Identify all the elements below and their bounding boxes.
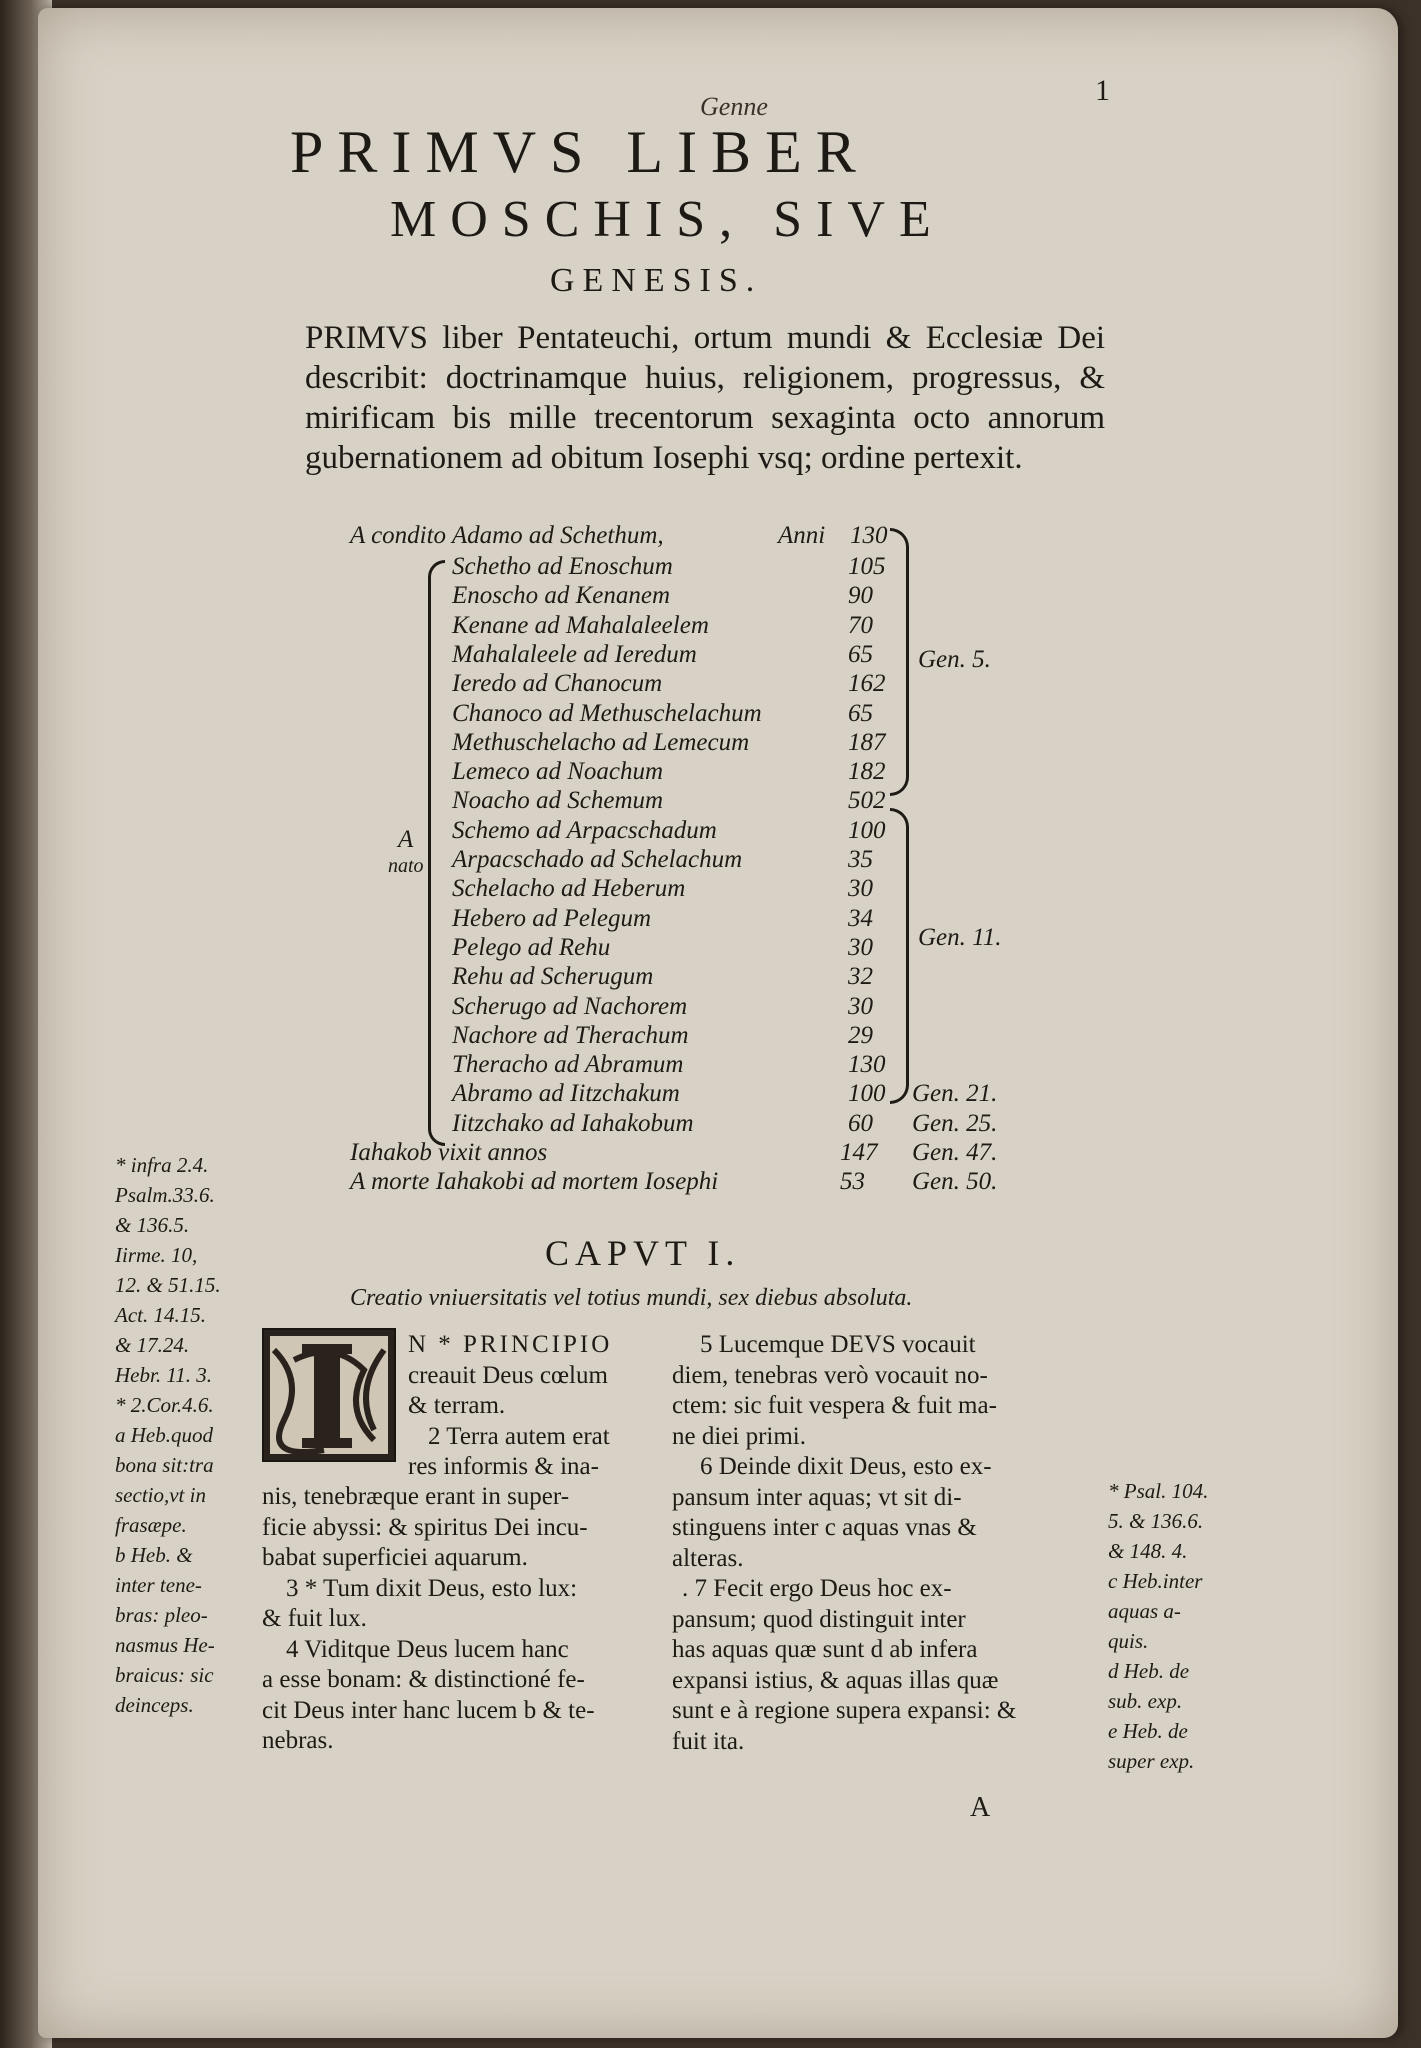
col1-line: cit Deus inter hanc lucem b & te- [262,1696,595,1724]
decorated-initial [262,1328,396,1462]
col2-line: ctem: sic fuit vespera & fuit ma- [672,1392,997,1419]
col2-line: diem, tenebras verò vocauit no- [672,1361,988,1389]
left-brace [428,560,445,1146]
chronology-row-years: 35 [848,846,873,873]
margin-notes-right: * Psal. 104. 5. & 136.6. & 148. 4. c Heb.inter aquas a- quis. d Heb. de sub. exp. e Heb. de super exp. [1108,1479,1209,1773]
chronology-row-text: Schemo ad Arpacschadum [452,816,717,844]
col1-line: a esse bonam: & distinctioné fe- [262,1666,585,1693]
chronology-row-years: 100 [848,1080,886,1108]
chronology-row-years: 30 [848,875,873,903]
chronology-row-years: 65 [848,640,873,668]
chronology-row-text: Ieredo ad Chanocum [452,670,663,698]
chronology-row-years: 30 [848,992,873,1020]
chronology-row-years: 187 [848,728,886,756]
signature-mark: A [970,1792,991,1823]
col2-line: 5 Lucemque DEVS vocauit [700,1331,976,1358]
col2-line: has aquas quæ sunt d ab infera [672,1636,978,1663]
column-1-body [262,1482,662,1757]
chronology-row-text: Methuschelacho ad Lemecum [452,728,750,756]
chronology-row-years: 34 [848,904,873,932]
chronology-row-years: 90 [848,582,873,610]
chronology-row-text: Hebero ad Pelegum [452,904,652,932]
chronology-row-years: 105 [848,553,886,580]
intro-text: liber Pentateuchi, ortum mundi & Ecclesiæ Dei describit: doctrinamque huius, religionem, progressus, & mirificam bis mille trecentorum sexaginta octo annorum gubernationem ad obitum Iosephi vsq; ordine pertexit. [305,320,1106,476]
col2-line: pansum; quod distinguit inter [672,1605,966,1633]
brace-gen-5 [890,528,909,796]
chronology-row-years: 162 [848,670,886,698]
col2-line: . 7 Fecit ergo Deus hoc ex- [682,1575,952,1602]
chronology-row-text: Noacho ad Schemum [452,787,664,815]
col1-line: 4 Viditque Deus lucem hanc [286,1635,569,1663]
brace-ref-gen-11: Gen. 11. [918,924,1002,951]
chronology-row-years: 502 [848,787,886,815]
intro-lead: PRIMVS [305,320,428,356]
intro-paragraph [305,318,1105,478]
chronology-after-years: 53 [840,1168,865,1196]
chronology-row-text: Scherugo ad Nachorem [452,992,688,1020]
chronology-row-years: 130 [848,1051,886,1079]
chronology-row-text: Pelego ad Rehu [452,933,611,961]
col1-line: nis, tenebræque erant in super- [262,1483,570,1510]
initial-ornament-icon [264,1330,394,1460]
chronology-row-years: 65 [848,699,873,727]
title-line-1: PRIMVS LIBER [290,119,870,185]
chronology-row-years: 32 [848,963,873,991]
chronology-row-years: 100 [848,816,886,844]
col1-line: babat superficiei aquarum. [262,1544,528,1571]
chronology-after-text: A morte Iahakobi ad mortem Iosephi [350,1168,719,1196]
chronology-row-text: Enoscho ad Kenanem [452,582,671,610]
col2-line: stinguens inter c aquas vnas & [672,1514,977,1541]
chronology-row-text: Arpacschado ad Schelachum [452,846,743,873]
column-2 [672,1330,1102,1757]
chronology-row-text: Schetho ad Enoschum [452,553,673,580]
brace-gen-11 [890,808,909,1104]
chapter-heading: CAPVT I. [545,1233,741,1273]
chronology-row-text: Kenane ad Mahalaleelem [452,611,709,639]
chronology-after-ref: Gen. 47. [912,1139,998,1166]
chronology-row-text: Mahalaleele ad Ieredum [452,640,697,668]
chapter-summary: Creatio vniuersitatis vel totius mundi, sex diebus absoluta. [350,1285,913,1311]
col1-line: & fuit lux. [262,1605,367,1632]
chronology-row-text: Abramo ad Iitzchakum [452,1080,680,1108]
catchword: Genne [700,92,768,121]
col2-line: expansi istius, & aquas illas quæ [672,1666,999,1694]
col1-line: ficie abyssi: & spiritus Dei incu- [262,1513,588,1541]
col2-line: ne diei primi. [672,1422,806,1450]
col2-line: sunt e à regione supera expansi: & [672,1697,1017,1724]
brace-ref-gen-5: Gen. 5. [918,646,991,673]
chronology-row-years: 182 [848,758,886,786]
col2-line: alteras. [672,1544,744,1572]
col1-line: nebras. [262,1727,334,1754]
chronology-row-years: 29 [848,1021,873,1049]
chronology-header-value: 130 [850,522,888,549]
chronology-row-text: Rehu ad Scherugum [452,963,654,991]
col1-line: & terram. [408,1392,506,1419]
chronology-row-text: Nachore ad Therachum [452,1021,689,1049]
margin-notes-left: * infra 2.4. Psalm.33.6. & 136.5. Iirme. 10, 12. & 51.15. Act. 14.15. & 17.24. Hebr. 11. 3. * 2.Cor.4.6. a Heb.quod bona sit:tra sectio,vt in frasæpe. b Heb. & inter tene- bras: pleo- nasmus He- braicus: sic deinceps. [115,1153,221,1717]
chronology-header-label: Anni [778,522,826,549]
col1-line: 3 * Tum dixit Deus, esto lux: [286,1574,578,1602]
side-label-nato: nato [388,855,424,877]
chronology-header-text: A condito Adamo ad Schethum, [350,522,664,549]
chronology-row-years: 70 [848,611,873,639]
chronology-row-text: Theracho ad Abramum [452,1051,684,1079]
side-label-a: A [398,826,414,853]
chronology-row-text: Lemeco ad Noachum [452,758,664,786]
chronology-row-ref: Gen. 21. [912,1080,998,1108]
chronology-row-text: Chanoco ad Methuschelachum [452,699,762,727]
title-line-2: MOSCHIS, SIVE [390,191,945,248]
col1-line: 2 Terra autem erat [428,1422,610,1450]
col1-line: creauit Deus cœlum [408,1361,608,1389]
col2-line: fuit ita. [672,1727,745,1755]
chronology-row-ref: Gen. 25. [912,1109,998,1137]
col2-line: pansum inter aquas; vt sit di- [672,1483,962,1511]
column-1-head [408,1330,664,1483]
chronology-after-ref: Gen. 50. [912,1168,998,1196]
column-1-first-line: N * PRINCIPIO [408,1331,613,1358]
chronology-row-text: Iitzchako ad Iahakobum [452,1109,694,1137]
chronology-after-years: 147 [840,1139,878,1166]
chronology-row-years: 60 [848,1109,873,1137]
chronology-after-text: Iahakob vixit annos [350,1139,548,1166]
col1-line: res informis & ina- [408,1453,599,1480]
page-number: 1 [1095,74,1110,107]
col2-line: 6 Deinde dixit Deus, esto ex- [700,1453,992,1480]
chronology-row-years: 30 [848,933,873,961]
chronology-row-text: Schelacho ad Heberum [452,875,686,903]
title-line-3: GENESIS. [550,262,763,299]
